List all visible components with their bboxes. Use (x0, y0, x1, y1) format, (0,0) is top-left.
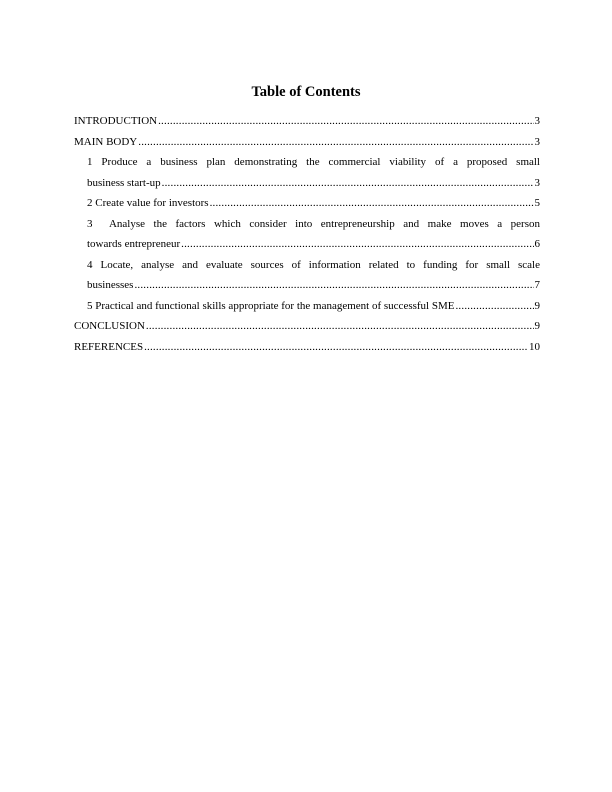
toc-title: Table of Contents (251, 84, 361, 100)
toc-entry-business-plan[interactable] (74, 173, 540, 194)
toc-page-number: 3 (534, 115, 540, 127)
dot-leader (146, 316, 534, 337)
dot-leader (158, 111, 533, 132)
toc-entry-label: business start-up (87, 176, 161, 189)
toc-page-number: 9 (534, 299, 540, 312)
toc-entry-analyse-factors[interactable] (74, 234, 540, 255)
toc-entry-create-value[interactable] (74, 193, 540, 214)
toc-entry-practical-skills[interactable] (74, 296, 540, 317)
toc-page-number: 9 (534, 320, 540, 332)
dot-leader (144, 337, 528, 358)
toc-page-number: 6 (534, 238, 540, 250)
table-of-contents (74, 111, 540, 357)
toc-entry-conclusion[interactable] (74, 316, 540, 337)
toc-page-number: 3 (534, 176, 540, 189)
toc-entry-references[interactable] (74, 337, 540, 358)
toc-entry-label: CONCLUSION (74, 320, 145, 332)
toc-entry-analyse-factors-line1[interactable]: 3 Analyse the factors which consider into entrepreneurship and make moves a person (87, 217, 540, 230)
toc-entry-label: 2 Create value for investors (87, 197, 209, 209)
dot-leader (210, 193, 534, 214)
dot-leader (162, 173, 534, 194)
toc-entry-label: INTRODUCTION (74, 115, 158, 127)
toc-entry-funding-sources-line1[interactable]: 4 Locate, analyse and evaluate sources of information related to funding for small scale (87, 258, 540, 271)
dot-leader (134, 275, 533, 296)
toc-entry-label: towards entrepreneur (87, 238, 181, 250)
toc-page-number: 7 (534, 279, 540, 291)
toc-page-number: 10 (529, 340, 540, 353)
dot-leader (181, 234, 533, 255)
toc-page-number: 3 (534, 135, 540, 148)
toc-entry-label: businesses (87, 279, 134, 291)
toc-entry-funding-sources[interactable] (74, 275, 540, 296)
toc-entry-label: 5 Practical and functional skills appropriate for the management of successful SME (87, 299, 455, 312)
toc-entry-business-plan-line1[interactable]: 1 Produce a business plan demonstrating the commercial viability of a proposed small (87, 156, 540, 168)
toc-entry-label: MAIN BODY (74, 135, 138, 148)
toc-page-number: 5 (534, 197, 540, 209)
toc-entry-introduction[interactable] (74, 111, 540, 132)
dot-leader (138, 132, 533, 153)
dot-leader (455, 296, 533, 317)
toc-entry-main-body[interactable] (74, 132, 540, 153)
toc-entry-label: REFERENCES (74, 340, 144, 353)
